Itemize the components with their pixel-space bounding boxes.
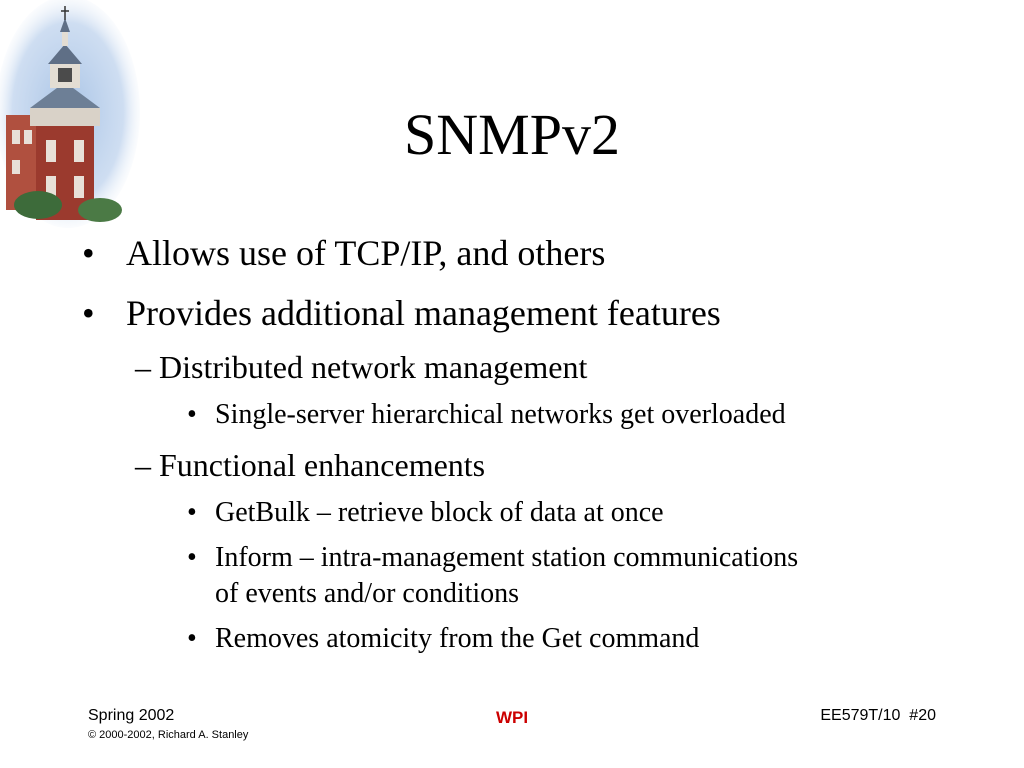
sub-bullet-item (135, 348, 587, 386)
sub-sub-bullet-text: of events and/or conditions (215, 578, 520, 609)
sub-sub-bullet-text: Removes atomicity from the Get command (215, 623, 700, 654)
dash-icon: – (135, 447, 151, 483)
sub-sub-bullet-text: GetBulk – retrieve block of data at once (215, 497, 664, 528)
bullet-icon: • (187, 623, 197, 654)
bullet-icon: • (187, 542, 197, 573)
footer-term: Spring 2002 (88, 707, 175, 724)
bullet-icon: • (82, 293, 95, 333)
sub-bullet-text: Functional enhancements (159, 447, 486, 483)
bullet-text: Provides additional management features (126, 293, 721, 333)
bullet-icon: • (82, 233, 95, 273)
sub-sub-bullet-text: Inform – intra-management station communications (215, 542, 799, 573)
footer-wpi-label: WPI (495, 708, 529, 727)
bullet-icon: • (187, 399, 197, 430)
footer-left (88, 706, 248, 742)
slide-title: SNMPv2 (404, 102, 620, 167)
footer-copyright: © 2000-2002, Richard A. Stanley (88, 729, 249, 741)
bullet-icon: • (187, 497, 197, 528)
bullet-text: Allows use of TCP/IP, and others (126, 233, 606, 273)
sub-sub-bullet-text: Single-server hierarchical networks get overloaded (215, 399, 786, 430)
sub-bullet-item (135, 446, 485, 484)
sub-bullet-text: Distributed network management (159, 349, 588, 385)
dash-icon: – (135, 349, 151, 385)
footer-course-slide-number: EE579T/10 #20 (820, 707, 936, 724)
